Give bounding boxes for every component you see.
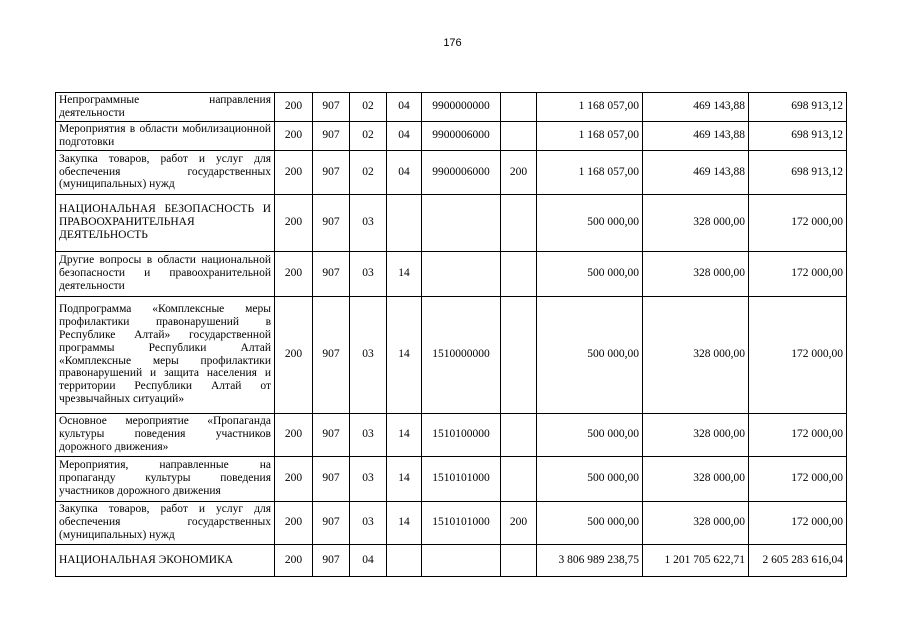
csr-cell: 9900006000 (422, 121, 501, 150)
amount-cell: 1 168 057,00 (537, 93, 643, 122)
table-row (56, 121, 847, 150)
amount-cell: 1 168 057,00 (537, 150, 643, 194)
ved-cell: 200 (275, 544, 313, 576)
csr-cell: 1510101000 (422, 501, 501, 544)
ved-cell: 200 (275, 251, 313, 296)
amount-cell: 500 000,00 (537, 413, 643, 456)
amount-cell: 500 000,00 (537, 456, 643, 501)
csr-cell: 1510100000 (422, 413, 501, 456)
table-row (56, 194, 847, 251)
row-name-cell: НАЦИОНАЛЬНАЯ БЕЗОПАСНОСТЬ И ПРАВООХРАНИТЕЛЬНАЯ ДЕЯТЕЛЬНОСТЬ (56, 194, 275, 251)
csr-cell (422, 251, 501, 296)
sub-cell (387, 194, 422, 251)
sub-cell: 14 (387, 501, 422, 544)
row-name-cell: Основное мероприятие «Пропаганда культуры поведения участников дорожного движения» (56, 413, 275, 456)
rz-cell: 907 (313, 413, 350, 456)
pr-cell: 03 (350, 456, 387, 501)
remainder-cell: 172 000,00 (749, 296, 847, 413)
pr-cell: 03 (350, 194, 387, 251)
row-name-cell: Закупка товаров, работ и услуг для обеспечения государственных (муниципальных) нужд (56, 150, 275, 194)
page-number: 176 (443, 37, 462, 49)
table-row (56, 456, 847, 501)
ved-cell: 200 (275, 93, 313, 122)
executed-cell: 328 000,00 (643, 456, 749, 501)
remainder-cell: 698 913,12 (749, 150, 847, 194)
rz-cell: 907 (313, 150, 350, 194)
csr-cell: 1510000000 (422, 296, 501, 413)
pr-cell: 03 (350, 296, 387, 413)
remainder-cell: 172 000,00 (749, 194, 847, 251)
vr-cell (501, 121, 537, 150)
rz-cell: 907 (313, 544, 350, 576)
rz-cell: 907 (313, 121, 350, 150)
budget-table (55, 92, 847, 577)
vr-cell (501, 194, 537, 251)
pr-cell: 02 (350, 121, 387, 150)
ved-cell: 200 (275, 501, 313, 544)
ved-cell: 200 (275, 121, 313, 150)
csr-cell (422, 544, 501, 576)
table-row (56, 501, 847, 544)
sub-cell: 04 (387, 150, 422, 194)
remainder-cell: 172 000,00 (749, 501, 847, 544)
pr-cell: 03 (350, 413, 387, 456)
amount-cell: 500 000,00 (537, 194, 643, 251)
amount-cell: 500 000,00 (537, 296, 643, 413)
vr-cell (501, 544, 537, 576)
sub-cell: 14 (387, 456, 422, 501)
row-name-cell: Другие вопросы в области национальной безопасности и правоохранительной деятельности (56, 251, 275, 296)
vr-cell: 200 (501, 150, 537, 194)
row-name-cell: НАЦИОНАЛЬНАЯ ЭКОНОМИКА (56, 544, 275, 576)
vr-cell (501, 456, 537, 501)
pr-cell: 03 (350, 501, 387, 544)
sub-cell: 14 (387, 296, 422, 413)
amount-cell: 500 000,00 (537, 501, 643, 544)
amount-cell: 1 168 057,00 (537, 121, 643, 150)
vr-cell (501, 296, 537, 413)
executed-cell: 328 000,00 (643, 194, 749, 251)
ved-cell: 200 (275, 194, 313, 251)
csr-cell: 9900006000 (422, 150, 501, 194)
amount-cell: 500 000,00 (537, 251, 643, 296)
vr-cell (501, 93, 537, 122)
vr-cell (501, 251, 537, 296)
executed-cell: 328 000,00 (643, 501, 749, 544)
pr-cell: 03 (350, 251, 387, 296)
table-row (56, 93, 847, 122)
ved-cell: 200 (275, 456, 313, 501)
executed-cell: 1 201 705 622,71 (643, 544, 749, 576)
row-name-cell: Мероприятия в области мобилизационной подготовки (56, 121, 275, 150)
remainder-cell: 172 000,00 (749, 456, 847, 501)
row-name-cell: Подпрограмма «Комплексные меры профилактики правонарушений в Республике Алтай» государственной программы Республики Алтай «Комплексные меры профилактики правонарушений и защита населения и территории Республики Алтай от чрезвычайных ситуаций» (56, 296, 275, 413)
pr-cell: 02 (350, 150, 387, 194)
executed-cell: 469 143,88 (643, 121, 749, 150)
csr-cell: 1510101000 (422, 456, 501, 501)
row-name-cell: Закупка товаров, работ и услуг для обеспечения государственных (муниципальных) нужд (56, 501, 275, 544)
remainder-cell: 172 000,00 (749, 251, 847, 296)
rz-cell: 907 (313, 501, 350, 544)
pr-cell: 02 (350, 93, 387, 122)
remainder-cell: 698 913,12 (749, 93, 847, 122)
ved-cell: 200 (275, 296, 313, 413)
sub-cell (387, 544, 422, 576)
vr-cell: 200 (501, 501, 537, 544)
vr-cell (501, 413, 537, 456)
executed-cell: 328 000,00 (643, 251, 749, 296)
row-name-cell: Мероприятия, направленные на пропаганду культуры поведения участников дорожного движения (56, 456, 275, 501)
ved-cell: 200 (275, 413, 313, 456)
executed-cell: 328 000,00 (643, 413, 749, 456)
table-row (56, 296, 847, 413)
table-row (56, 251, 847, 296)
table-row (56, 413, 847, 456)
ved-cell: 200 (275, 150, 313, 194)
csr-cell (422, 194, 501, 251)
pr-cell: 04 (350, 544, 387, 576)
sub-cell: 14 (387, 413, 422, 456)
rz-cell: 907 (313, 251, 350, 296)
remainder-cell: 2 605 283 616,04 (749, 544, 847, 576)
rz-cell: 907 (313, 93, 350, 122)
csr-cell: 9900000000 (422, 93, 501, 122)
remainder-cell: 172 000,00 (749, 413, 847, 456)
sub-cell: 14 (387, 251, 422, 296)
table-row (56, 150, 847, 194)
rz-cell: 907 (313, 296, 350, 413)
executed-cell: 469 143,88 (643, 93, 749, 122)
sub-cell: 04 (387, 121, 422, 150)
row-name-cell: Непрограммные направления деятельности (56, 93, 275, 122)
sub-cell: 04 (387, 93, 422, 122)
rz-cell: 907 (313, 456, 350, 501)
table-row (56, 544, 847, 576)
remainder-cell: 698 913,12 (749, 121, 847, 150)
executed-cell: 328 000,00 (643, 296, 749, 413)
amount-cell: 3 806 989 238,75 (537, 544, 643, 576)
executed-cell: 469 143,88 (643, 150, 749, 194)
rz-cell: 907 (313, 194, 350, 251)
